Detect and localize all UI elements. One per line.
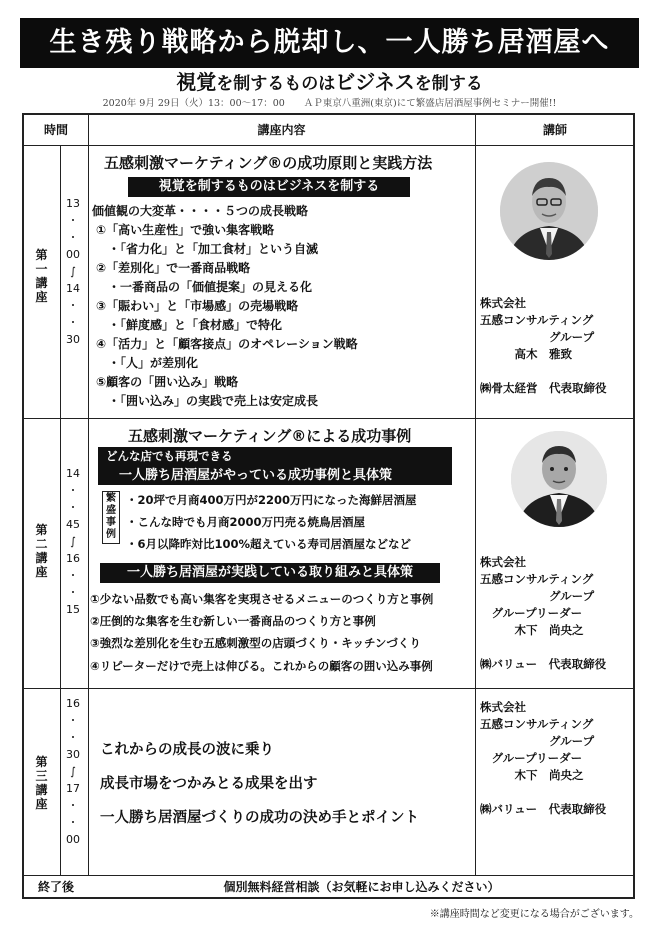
lecture1-line: ・「人」が差別化 <box>96 356 199 370</box>
lecture1-line: ・一番商品の「価値提案」の見える化 <box>96 280 313 294</box>
lecture1-line: ・「省力化」と「加工食材」という自滅 <box>96 242 319 256</box>
subtitle-part-1: 視覚 <box>176 70 217 94</box>
lecture3-line: これからの成長の波に乗り <box>100 742 274 758</box>
col-divider <box>88 115 89 875</box>
instructor2-photo <box>511 431 607 527</box>
row-divider <box>24 145 633 146</box>
col-divider <box>475 115 476 875</box>
header-instructor: 講師 <box>542 123 567 137</box>
subtitle-part-4: を制する <box>414 74 483 94</box>
header-content: 講座内容 <box>257 123 306 137</box>
lecture2-point: ①少ない品数でも高い集客を実現させるメニューのつくり方と事例 <box>90 592 434 606</box>
case-item: ・こんな時でも月商2000万円売る焼鳥居酒屋 <box>126 515 366 529</box>
case-label: 繁 盛 事 例 <box>102 491 120 544</box>
case-item: ・6月以降昨対比100%超えている寿司居酒屋などなど <box>126 537 412 551</box>
instructor3-info: 株式会社 五感コンサルティング グループ グループリーダー 木下 尚央之 ㈱バリュー 代表取締役 <box>480 700 607 816</box>
lecture2-bar2: 一人勝ち居酒屋が実践している取り組みと具体策 <box>100 563 440 583</box>
instructor1-photo <box>500 162 598 260</box>
lecture2-point: ②圧倒的な集客を生む新しい一番商品のつくり方と事例 <box>90 614 376 628</box>
lecture2-point: ③強烈な差別化を生む五感刺激型の店頭づくり・キッチンづくり <box>90 636 421 650</box>
headline-banner: 生き残り戦略から脱却し、一人勝ち居酒屋へ <box>20 18 639 68</box>
case-item: ・20坪で月商400万円が2200万円になった海鮮居酒屋 <box>126 493 417 507</box>
subtitle-part-2: を制するものは <box>216 74 336 94</box>
lecture1-line: ①「高い生産性」で強い集客戦略 <box>96 223 275 237</box>
consultation-text: 個別無料経営相談（お気軽にお申し込みください） <box>223 880 500 894</box>
lecture1-line: ④「活力」と「顧客接点」のオペレーション戦略 <box>96 337 358 351</box>
lecture2-bar: どんな店でも再現できる 一人勝ち居酒屋がやっている成功事例と具体策 <box>98 447 452 485</box>
lecture2-title: 五感刺激マーケティング®による成功事例 <box>128 427 412 445</box>
row-divider <box>24 688 633 689</box>
lecture3-time: 16 ・ ・ 30 ∫ 17 ・ ・ 00 <box>66 697 80 846</box>
after-label: 終了後 <box>37 880 74 894</box>
lecture1-line: ・「鮮度感」と「食材感」で特化 <box>96 318 283 332</box>
row-divider <box>24 418 633 419</box>
header-time: 時間 <box>43 123 68 137</box>
schedule-change-note: ※講座時間など変更になる場合がございます。 <box>429 909 639 920</box>
lecture3-line: 一人勝ち居酒屋づくりの成功の決め手とポイント <box>100 810 419 826</box>
lecture1-bar: 視覚を制するものはビジネスを制する <box>128 177 410 197</box>
subtitle-part-3: ビジネス <box>335 70 415 94</box>
lecture3-line: 成長市場をつかみとる成果を出す <box>100 776 318 792</box>
subtitle <box>0 70 659 96</box>
lecture2-point: ④リピーターだけで売上は伸びる。これからの顧客の囲い込み事例 <box>90 659 433 673</box>
lecture1-line: 価値観の大変革・・・・５つの成長戦略 <box>92 204 309 218</box>
lecture2-name: 第 二 講 座 <box>35 523 48 579</box>
lecture1-title: 五感刺激マーケティング®の成功原則と実践方法 <box>104 154 433 172</box>
lecture1-time: 13 ・ ・ 00 ∫ 14 ・ ・ 30 <box>66 197 80 346</box>
instructor1-info: 株式会社 五感コンサルティング グループ 高木 雅致 ㈱骨太経営 代表取締役 <box>480 296 607 395</box>
lecture2-time: 14 ・ ・ 45 ∫ 16 ・ ・ 15 <box>66 467 80 616</box>
lecture3-name: 第 三 講 座 <box>35 755 48 811</box>
lecture1-line: ・「囲い込み」の実践で売上は安定成長 <box>96 394 319 408</box>
schedule-table <box>22 113 635 899</box>
lecture1-line: ②「差別化」で一番商品戦略 <box>96 261 251 275</box>
lecture1-name: 第 一 講 座 <box>35 248 48 304</box>
lecture1-line: ③「賑わい」と「市場感」の売場戦略 <box>96 299 299 313</box>
lecture1-line: ⑤顧客の「囲い込み」戦略 <box>96 375 239 389</box>
event-dateline: 2020年 9月 29日（火）13：00〜17：00 ＡＰ東京八重洲(東京)にて繁盛店居酒屋事例セミナー開催!! <box>102 98 557 109</box>
instructor2-info: 株式会社 五感コンサルティング グループ グループリーダー 木下 尚央之 ㈱バリュー 代表取締役 <box>480 555 607 671</box>
